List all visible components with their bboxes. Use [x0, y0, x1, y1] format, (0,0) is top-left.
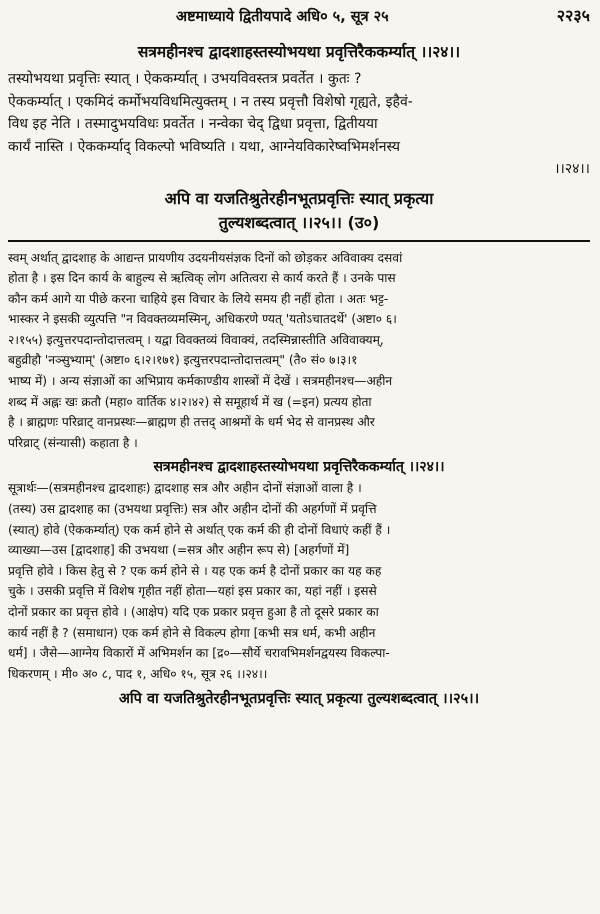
note-line: परिव्राट् (संन्यासी) कहाता है ।: [8, 435, 138, 450]
note-line: २।१५५) इत्युत्तरपदान्तोदात्तत्वम् । यद्वा विवक्तव्यं विवाक्यं, तदस्मिन्नास्तीति अविवाक्यम्,: [8, 332, 384, 347]
note-line: होता है । इस दिन कार्य के बाहुल्य से ऋत्विक् लोग अतित्वरा से कार्य करते हैं । उनके पास: [8, 271, 396, 286]
note-line: है । ब्राह्मणः परिव्राट् वानप्रस्थः—ब्राह्मण ही तत्तद् आश्रमों के धर्म भेद से वानप्रस्थ और: [8, 415, 375, 430]
explanation-line: धिकरणम् । मी० अ० ८, पाद १, अधि० १५, सूत्र २६ ।।२४।।: [8, 666, 268, 681]
hindi-notes: [8, 248, 590, 454]
running-title: अष्टमाध्याये द्वितीयपादे अधि० ५, सूत्र २५: [176, 9, 389, 25]
footnote-divider: [8, 240, 590, 242]
note-line: भाष्य में) । अन्य संज्ञाओं का अभिप्राय कर्मकाण्डीय शास्त्रों में देखें । सत्रमहीनश्च—अहीन: [8, 374, 393, 389]
commentary-line: ऐककर्म्यात् । एकमिदं कर्मोभयविधमित्युक्तम् । न तस्य प्रवृत्तौ विशेषो गृह्यते, इहैवं-: [8, 93, 413, 110]
commentary-line: कार्यं नास्ति । ऐककर्म्याद् विकल्पो भविष्यति । यथा, आग्नेयविकारेष्वभिमर्शनस्य: [8, 138, 401, 155]
commentary-line: तस्योभयथा प्रवृत्तिः स्यात् । ऐककर्म्यात् । उभयविवस्तत्र प्रवर्तेत । कुतः ?: [8, 71, 362, 87]
explanation-line: व्याख्या—उस [द्वादशाह] की उभयथा (=सत्र और अहीन रूप से) [अहर्गणों में]: [8, 543, 350, 558]
sanskrit-commentary: [8, 68, 590, 181]
note-line: कौन कर्म आगे या पीछे करना चाहिये इस विचार के लिये समय ही नहीं होता । अतः भट्ट-: [8, 291, 389, 306]
note-line: भास्कर ने इसकी व्युत्पत्ति "न विवक्तव्यमस्मिन्, अधिकरणे ण्यत् 'यतोऽचातदर्थे' (अष्टा० ६।: [8, 312, 397, 327]
explanation-line: कार्य नहीं है ? (समाधान) एक कर्म होने से विकल्प होगा [कभी सत्र धर्म, कभी अहीन: [8, 625, 376, 640]
note-line: शब्द में अह्नः खः क्रतौ (महा० वार्तिक ४।२।४२) से समूहार्थ में ख (=इन) प्रत्यय होता: [8, 394, 372, 409]
sutra-24-repeat-heading: सत्रमहीनश्च द्वादशाहस्तस्योभयथा प्रवृत्तिरैककर्म्यात् ।।२४।।: [153, 459, 445, 476]
sutra-25-heading-bottom: अपि वा यजतिश्रुतेरहीनभूतप्रवृत्तिः स्यात् प्रकृत्या तुल्यशब्दत्वात् ।।२५।।: [118, 691, 480, 708]
explanation-line: दोनों प्रकार का प्रवृत्त होवे । (आक्षेप) यदि एक प्रकार प्रवृत्त हुआ है तो दूसरे प्रकार का: [8, 605, 379, 619]
commentary-line: विध इह नेति । तस्मादुभयविधः प्रवर्तेत । नन्वेका चेद् द्विधा प्रवृत्ता, द्वितीयया: [8, 116, 378, 132]
explanation-line: प्रवृत्ति होवे । किस हेतु से ? एक कर्म होने से । यह एक कर्म है दोनों प्रकार का यह कह: [8, 563, 382, 578]
sutra-25-heading-line-2: तुल्यशब्दत्वात् ।।२५।। (उ०): [218, 212, 380, 232]
note-line: स्वम् अर्थात् द्वादशाह के आद्यन्त प्रायणीय उदयनीयसंज्ञक दिनों को छोड़कर अविवाक्य दसवां: [8, 250, 403, 265]
explanation-line: चुके । उसकी प्रवृत्ति में विशेष गृहीत नहीं होता—यहां इस प्रकार का, यहां नहीं । इससे: [8, 584, 377, 599]
running-header: [8, 4, 590, 26]
sutra-25-heading-line-1: अपि वा यजतिश्रुतेरहीनभूतप्रवृत्तिः स्यात् प्रकृत्या: [164, 188, 434, 208]
explanation-line: धर्म] । जैसे—आग्नेय विकारों में अभिमर्शन का [द्र०—सौर्ये चरावभिमर्शनद्वयस्य विकल्पा-: [8, 646, 390, 661]
hindi-explanation: [8, 478, 590, 684]
commentary-end-marker: ।।२४।।: [554, 161, 590, 177]
note-line: बहुव्रीहौ 'नञ्सुभ्याम्' (अष्टा० ६।२।१७१) इत्युत्तरपदान्तोदात्तत्वम्" (तै० सं० ७।३।१: [8, 353, 358, 368]
explanation-line: (स्यात्) होवे (ऐककर्म्यात्) एक कर्म होने से अर्थात् एक कर्म की ही दोनों विधाएं कहीं हैं ।: [8, 522, 391, 537]
sutra-24-heading: सत्रमहीनश्च द्वादशाहस्तस्योभयथा प्रवृत्तिरैककर्म्यात् ।।२४।।: [137, 43, 461, 61]
explanation-line: सूत्रार्थः—(सत्रमहीनश्च द्वादशाहः) द्वादशाह सत्र और अहीन दोनों संज्ञाओं वाला है ।: [8, 481, 362, 496]
page-number: २२३५: [556, 6, 590, 25]
explanation-line: (तस्य) उस द्वादशाह का (उभयथा प्रवृत्तिः) सत्र और अहीन दोनों की अहर्गणों में प्रवृत्ति: [8, 502, 377, 517]
